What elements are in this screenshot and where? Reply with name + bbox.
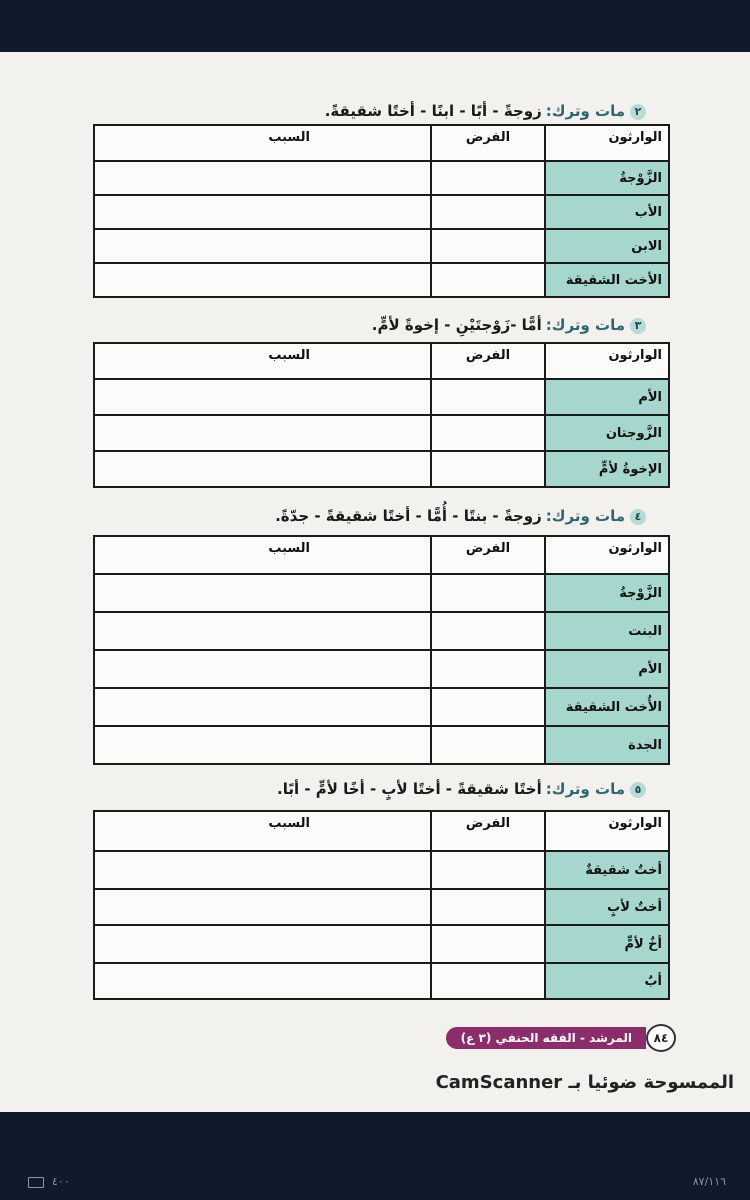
- header-share: الفرض: [431, 811, 545, 851]
- share-cell[interactable]: [431, 161, 545, 195]
- heir-cell: الأم: [545, 379, 669, 415]
- header-share: الفرض: [431, 536, 545, 574]
- reason-cell[interactable]: [94, 889, 431, 925]
- problem-text: أختًا شقيقةً - أختًا لأبٍ - أخًا لأمٍّ - أبًا.: [277, 780, 542, 798]
- reason-cell[interactable]: [94, 195, 431, 229]
- heirs-table: [93, 124, 670, 298]
- header-heirs: الوارثون: [545, 343, 669, 379]
- viewer-top-bar: [0, 0, 750, 52]
- heirs-table: [93, 342, 670, 488]
- share-cell[interactable]: [431, 195, 545, 229]
- viewer-bottom-bar: [0, 1112, 750, 1200]
- reason-cell[interactable]: [94, 851, 431, 889]
- reason-cell[interactable]: [94, 263, 431, 297]
- reason-cell[interactable]: [94, 415, 431, 451]
- share-cell[interactable]: [431, 229, 545, 263]
- heir-cell: أختٌ شقيقةٌ: [545, 851, 669, 889]
- heir-cell: الابن: [545, 229, 669, 263]
- header-heirs: الوارثون: [545, 125, 669, 161]
- problem-lead: مات وترك:: [545, 102, 625, 120]
- zoom-control[interactable]: [28, 1175, 70, 1188]
- share-cell[interactable]: [431, 726, 545, 764]
- reason-cell[interactable]: [94, 161, 431, 195]
- problem-number-badge: ٥: [630, 782, 646, 798]
- zoom-level: ٤٠٠: [52, 1175, 70, 1188]
- header-share: الفرض: [431, 125, 545, 161]
- reason-cell[interactable]: [94, 574, 431, 612]
- page-footer: [446, 1024, 686, 1052]
- page-number-badge: ٨٤: [646, 1024, 676, 1052]
- heir-cell: أختٌ لأبٍ: [545, 889, 669, 925]
- problem-title: [372, 316, 646, 334]
- heirs-table: [93, 810, 670, 1000]
- share-cell[interactable]: [431, 574, 545, 612]
- problem-number-badge: ٤: [630, 509, 646, 525]
- reason-cell[interactable]: [94, 650, 431, 688]
- camscanner-watermark: الممسوحة ضوئيا بـ CamScanner: [435, 1072, 734, 1093]
- reason-cell[interactable]: [94, 963, 431, 999]
- problem-number-badge: ٢: [630, 104, 646, 120]
- share-cell[interactable]: [431, 263, 545, 297]
- reason-cell[interactable]: [94, 688, 431, 726]
- share-cell[interactable]: [431, 379, 545, 415]
- header-heirs: الوارثون: [545, 811, 669, 851]
- heir-cell: أبٌ: [545, 963, 669, 999]
- problem-title: [277, 780, 646, 798]
- header-reason: السبب: [94, 343, 431, 379]
- share-cell[interactable]: [431, 612, 545, 650]
- reason-cell[interactable]: [94, 451, 431, 487]
- reason-cell[interactable]: [94, 379, 431, 415]
- book-title-banner: المرشد - الفقه الحنفي (٣ ع): [446, 1027, 646, 1049]
- problem-title: [325, 102, 646, 120]
- heirs-table: [93, 535, 670, 765]
- problem-text: أمًّا -زَوْجتَيْنِ - إخوةً لأمٍّ.: [371, 316, 542, 334]
- page-counter: ٨٧/١١٦: [692, 1175, 726, 1188]
- heir-cell: أخٌ لأمٍّ: [545, 925, 669, 963]
- heir-cell: الزَّوجتان: [545, 415, 669, 451]
- share-cell[interactable]: [431, 688, 545, 726]
- problem-text: زوجةً - أبًا - ابنًا - أختًا شقيقةً.: [324, 102, 542, 120]
- problem-lead: مات وترك:: [545, 780, 625, 798]
- share-cell[interactable]: [431, 963, 545, 999]
- heir-cell: البنت: [545, 612, 669, 650]
- header-share: الفرض: [431, 343, 545, 379]
- heir-cell: الأب: [545, 195, 669, 229]
- reason-cell[interactable]: [94, 726, 431, 764]
- header-heirs: الوارثون: [545, 536, 669, 574]
- screen-icon: [28, 1177, 44, 1188]
- reason-cell[interactable]: [94, 612, 431, 650]
- heir-cell: الزَّوْجةُ: [545, 161, 669, 195]
- share-cell[interactable]: [431, 451, 545, 487]
- share-cell[interactable]: [431, 889, 545, 925]
- heir-cell: الجدة: [545, 726, 669, 764]
- problem-lead: مات وترك:: [545, 316, 625, 334]
- share-cell[interactable]: [431, 925, 545, 963]
- share-cell[interactable]: [431, 650, 545, 688]
- heir-cell: الإخوةُ لأمٍّ: [545, 451, 669, 487]
- reason-cell[interactable]: [94, 229, 431, 263]
- header-reason: السبب: [94, 811, 431, 851]
- problem-title: [275, 507, 646, 525]
- heir-cell: الزَّوْجةُ: [545, 574, 669, 612]
- share-cell[interactable]: [431, 415, 545, 451]
- reason-cell[interactable]: [94, 925, 431, 963]
- heir-cell: الأم: [545, 650, 669, 688]
- problem-lead: مات وترك:: [545, 507, 625, 525]
- problem-number-badge: ٣: [630, 318, 646, 334]
- heir-cell: الأُخت الشقيقة: [545, 688, 669, 726]
- header-reason: السبب: [94, 125, 431, 161]
- problem-text: زوجةً - بنتًا - أُمًّا - أختًا شقيقةً - جدّةً.: [275, 507, 542, 525]
- heir-cell: الأخت الشقيقة: [545, 263, 669, 297]
- share-cell[interactable]: [431, 851, 545, 889]
- header-reason: السبب: [94, 536, 431, 574]
